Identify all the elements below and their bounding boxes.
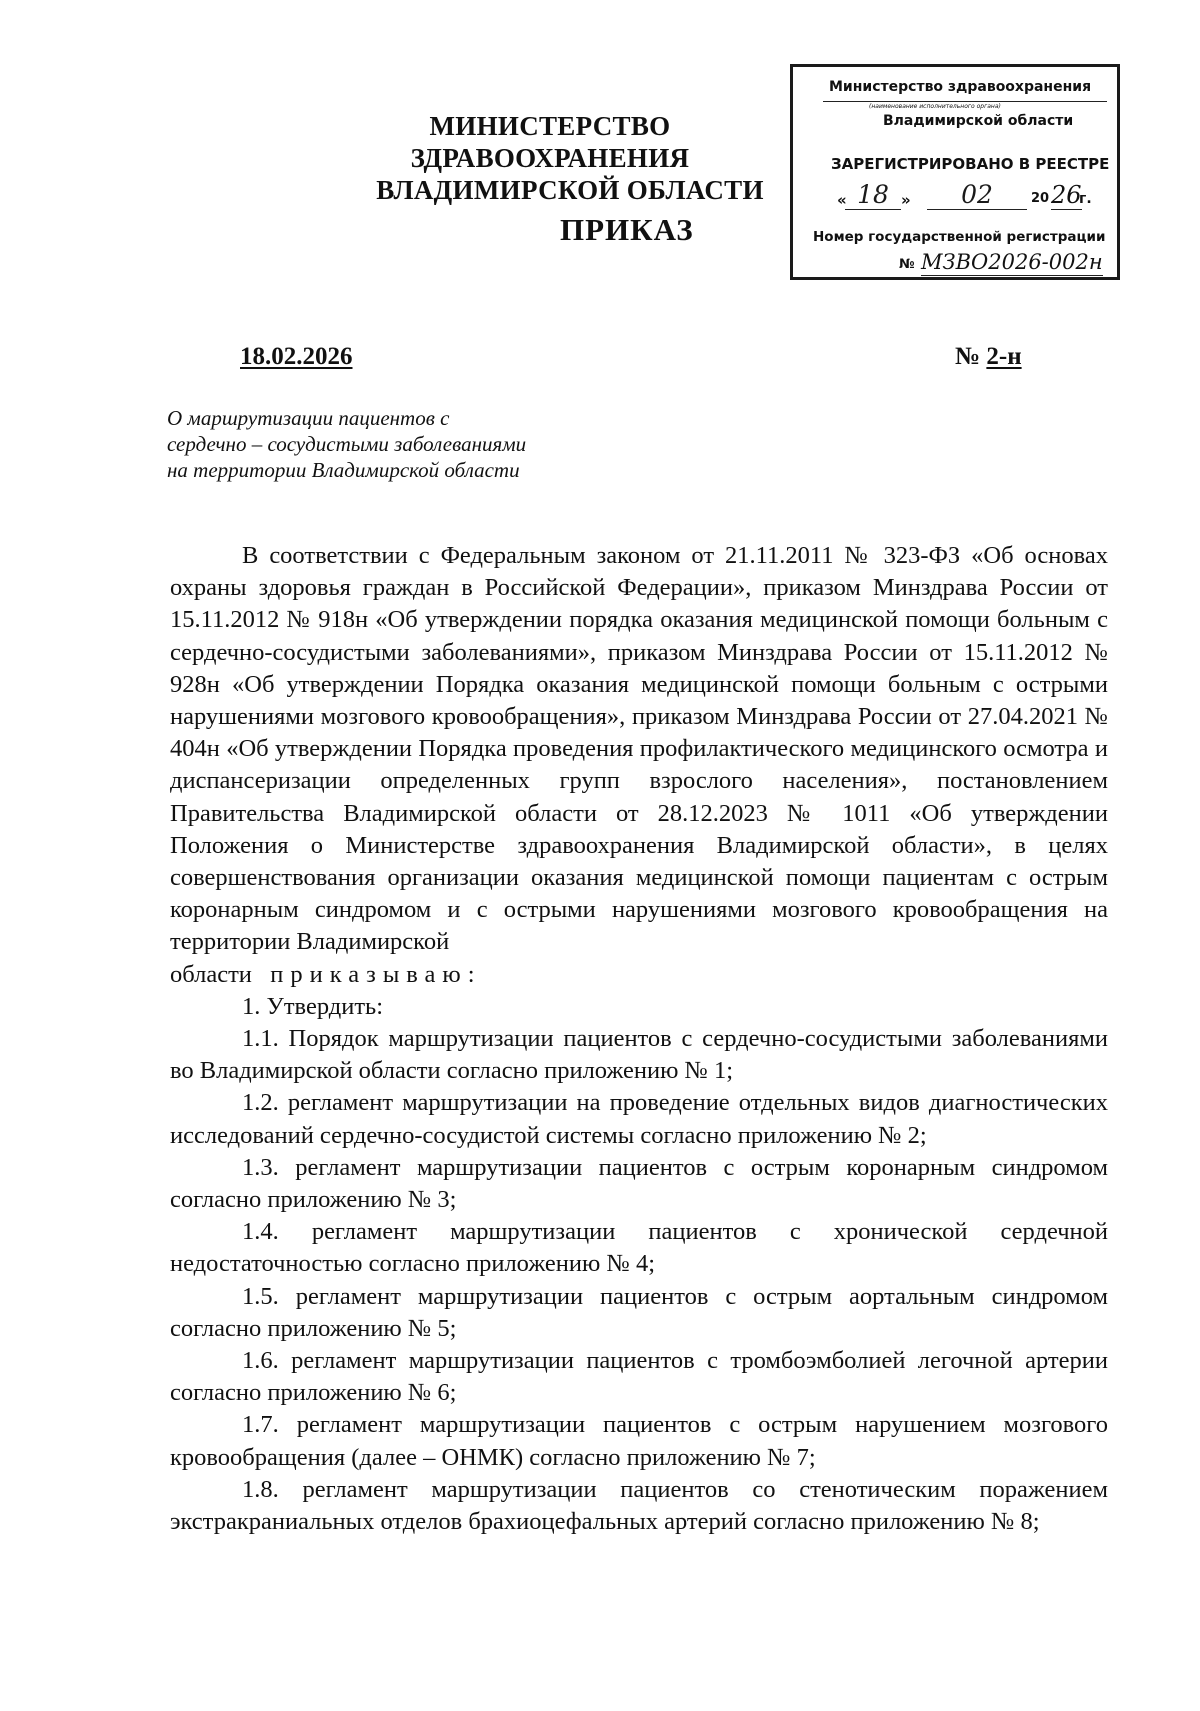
preamble-end: области (170, 960, 252, 988)
stamp-year-letter: г. (1079, 191, 1092, 207)
registration-stamp (790, 64, 1120, 280)
item-1-3: 1.3. регламент маршрутизации пациентов с острым коронарным синдромом согласно приложению № 3; (170, 1153, 1108, 1214)
ministry-name-line1: МИНИСТЕРСТВО ЗДРАВООХРАНЕНИЯ (410, 111, 690, 173)
stamp-date (837, 180, 1109, 213)
order-body (170, 540, 1108, 1538)
ministry-header (300, 110, 800, 206)
stamp-reg-number: МЗВО2026-002н (921, 250, 1103, 274)
item-1-7: 1.7. регламент маршрутизации пациентов с острым нарушением мозгового кровообращения (далее – ОНМК) согласно приложению № 7; (170, 1411, 1108, 1471)
item-1-5: 1.5. регламент маршрутизации пациентов с острым аортальным синдромом согласно приложению № 5; (170, 1282, 1108, 1342)
item-1-8: 1.8. регламент маршрутизации пациентов со стенотическим поражением экстракраниальных отделов брахиоцефальных артерий согласно приложению № 8; (170, 1475, 1108, 1536)
item-1-4: 1.4. регламент маршрутизации пациентов с хронической сердечной недостаточностью согласно приложению № 4; (170, 1218, 1108, 1278)
stamp-day: 18 (845, 181, 901, 210)
stamp-registered-label: ЗАРЕГИСТРИРОВАНО В РЕЕСТРЕ (831, 155, 1110, 173)
subject-line-1: О маршрутизации пациентов с (167, 406, 450, 430)
order-date: 18.02.2026 (240, 343, 353, 370)
order-subject (167, 405, 647, 483)
stamp-open-quote: « (837, 191, 847, 209)
stamp-region: Владимирской области (883, 113, 1074, 129)
preamble-text: В соответствии с Федеральным законом от 21.11.2011 № 323-ФЗ «Об основах охраны здоровья граждан в Российской Федерации», приказом Минздрава России от 15.11.2012 № 918н «Об утверждении порядка оказания медицинской помощи больным с сердечно-сосудистыми заболеваниями», приказом Минздрава России от 15.11.2012 № 928н «Об утверждении Порядка оказания медицинской помощи больным с острыми нарушениями мозгового кровообращения», приказом Минздрава России от 27.04.2021 № 404н «Об утверждении Порядка проведения профилактического медицинского осмотра и диспансеризации определенных групп взрослого населения», постановлением Правительства Владимирской области от 28.12.2023 № 1011 «Об утверждении Положения о Министерстве здравоохранения Владимирской области», в целях совершенствования организации оказания медицинской помощи пациентам с острым коронарным синдромом и с острыми нарушениями мозгового кровообращения на территории Владимирской (170, 542, 1108, 956)
stamp-month: 02 (927, 181, 1027, 210)
stamp-rule (823, 101, 1107, 102)
item-1-6: 1.6. регламент маршрутизации пациентов с тромбоэмболией легочной артерии согласно приложению № 6; (170, 1347, 1108, 1407)
stamp-close-quote: » (901, 191, 911, 209)
preamble-paragraph (170, 540, 1108, 959)
stamp-year-suffix: 26 (1051, 181, 1082, 209)
directive-word: приказываю: (270, 960, 482, 988)
stamp-caption: (наименование исполнительного органа) (869, 103, 1001, 110)
stamp-reg-number-row (899, 249, 1103, 277)
directive-line (170, 959, 1108, 991)
item-1-1: 1.1. Порядок маршрутизации пациентов с сердечно-сосудистыми заболеваниями во Владимирской области согласно приложению № 1; (170, 1025, 1108, 1085)
subject-line-2: сердечно – сосудистыми заболеваниями (167, 432, 527, 456)
stamp-year-prefix: 20 (1031, 191, 1050, 206)
order-number (955, 343, 1022, 371)
subject-line-3: на территории Владимирской области (167, 458, 520, 482)
stamp-reg-no-sign: № (899, 257, 915, 272)
ministry-name-line2: ВЛАДИМИРСКОЙ ОБЛАСТИ (376, 175, 764, 205)
order-number-label: № (955, 343, 981, 370)
order-number-value: 2-н (986, 343, 1022, 370)
stamp-ministry: Министерство здравоохранения (829, 79, 1092, 95)
item-1: 1. Утвердить: (242, 992, 384, 1020)
document-type-title: ПРИКАЗ (560, 212, 694, 247)
item-1-2: 1.2. регламент маршрутизации на проведение отдельных видов диагностических исследований сердечно-сосудистой системы согласно приложению № 2; (170, 1089, 1108, 1149)
stamp-reg-label: Номер государственной регистрации (813, 229, 1106, 245)
